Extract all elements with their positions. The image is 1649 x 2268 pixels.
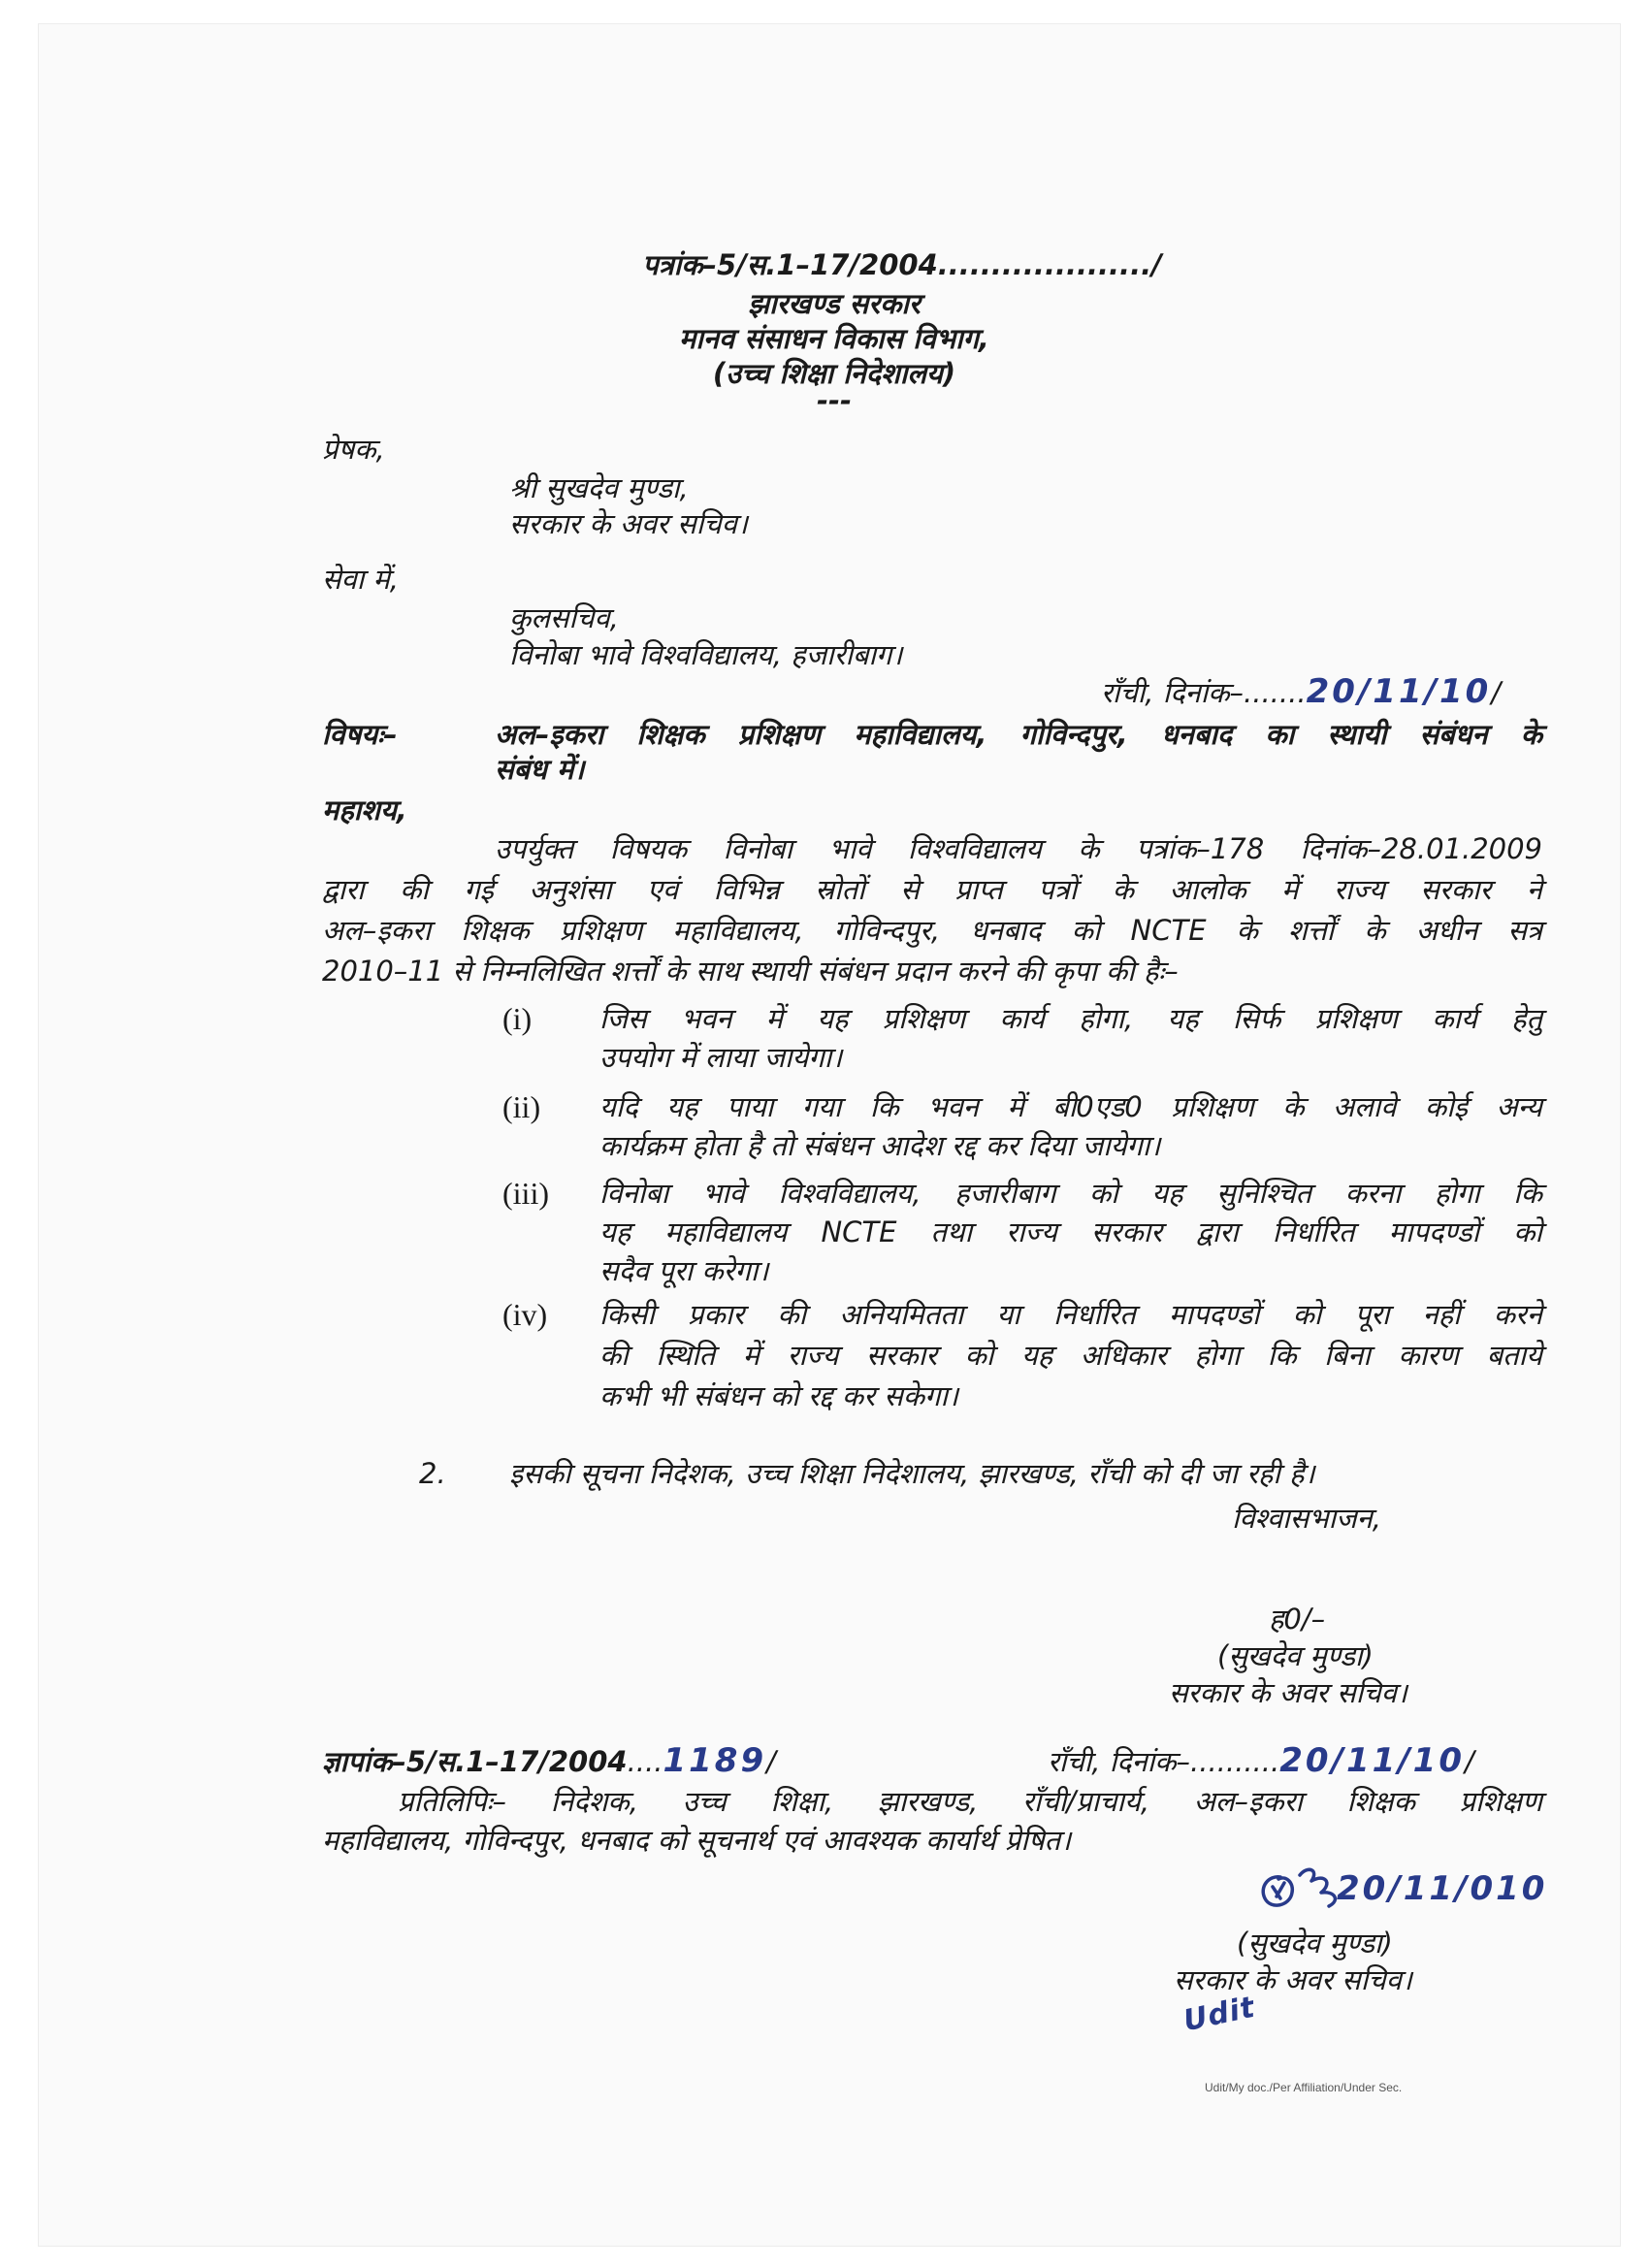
date-dots: .......	[1244, 676, 1307, 709]
handwritten-date-2: 20/11/010	[1337, 1869, 1548, 1908]
header-divider: ---	[816, 384, 853, 417]
recipient-label: सेवा में,	[322, 563, 400, 596]
memo-number	[322, 1741, 776, 1781]
condition-line: यदि यह पाया गया कि भवन में बी0एड0 प्रशिक्षण के अलावे कोई अन्य	[599, 1090, 1542, 1123]
memo-date-prefix: राँची, दिनांक–	[1048, 1745, 1191, 1778]
government-name: झारखण्ड सरकार	[748, 287, 921, 320]
memo-dots: ....	[627, 1745, 663, 1778]
condition-line: कभी भी संबंधन को रद्द कर सकेगा।	[599, 1379, 958, 1412]
condition-line: विनोबा भावे विश्वविद्यालय, हजारीबाग को यह सुनिश्चित करना होगा कि	[599, 1177, 1542, 1210]
memo-prefix: ज्ञापांक–5/स.1–17/2004	[322, 1745, 628, 1778]
sender-designation: सरकार के अवर सचिव।	[509, 507, 748, 540]
point-number: 2.	[419, 1457, 446, 1490]
date-suffix: /	[1491, 676, 1502, 709]
directorate-name: (उच्च शिक्षा निदेशालय)	[712, 357, 956, 390]
condition-line: यह महाविद्यालय NCTE तथा राज्य सरकार द्वारा निर्धारित मापदण्डों को	[599, 1215, 1542, 1248]
subject-label: विषयः–	[322, 718, 398, 751]
condition-line: की स्थिति में राज्य सरकार को यह अधिकार होगा कि बिना कारण बताये	[599, 1339, 1542, 1372]
condition-number: (iv)	[502, 1297, 548, 1332]
reference-number: पत्रांक–5/स.1–17/2004..................../	[642, 248, 1162, 281]
condition-number: (i)	[502, 1001, 533, 1036]
memo-date-suffix: /	[1465, 1745, 1474, 1778]
sender-name: श्री सुखदेव मुण्डा,	[509, 471, 689, 504]
file-path-footer: Udit/My doc./Per Affiliation/Under Sec.	[1205, 2081, 1403, 2094]
salutation: महाशय,	[322, 794, 407, 826]
handwritten-memo-date: 20/11/10	[1279, 1741, 1465, 1780]
signatory-name-2: (सुखदेव मुण्डा)	[1237, 1927, 1393, 1960]
subject-line-1: अल–इकरा शिक्षक प्रशिक्षण महाविद्यालय, गोविन्दपुर, धनबाद का स्थायी संबंधन के	[495, 718, 1542, 751]
recipient-title: कुलसचिव,	[509, 601, 619, 634]
date-prefix: राँची, दिनांक–	[1101, 676, 1245, 709]
body-line: अल–इकरा शिक्षक प्रशिक्षण महाविद्यालय, गोविन्दपुर, धनबाद को NCTE के शर्त्तों के अधीन सत्र	[322, 914, 1542, 947]
memo-date	[1048, 1741, 1474, 1781]
recipient-institution: विनोबा भावे विश्वविद्यालय, हजारीबाग।	[509, 638, 903, 671]
letter-page	[39, 24, 1620, 2246]
closing: विश्वासभाजन,	[1232, 1502, 1381, 1535]
condition-line: कार्यक्रम होता है तो संबंधन आदेश रद्द कर दिया जायेगा।	[599, 1129, 1161, 1162]
body-line: 2010–11 से निम्नलिखित शर्त्तों के साथ स्थायी संबंधन प्रदान करने की कृपा की हैः–	[322, 955, 1179, 988]
signatory-designation-2: सरकार के अवर सचिव।	[1174, 1963, 1412, 1996]
condition-number: (iii)	[502, 1176, 549, 1211]
point-text: इसकी सूचना निदेशक, उच्च शिक्षा निदेशालय, झारखण्ड, राँची को दी जा रही है।	[509, 1457, 1315, 1490]
sender-label: प्रेषक,	[322, 433, 385, 466]
handwritten-date: 20/11/10	[1306, 672, 1492, 711]
subject-line-2: संबंध में।	[495, 753, 585, 786]
copy-line: महाविद्यालय, गोविन्दपुर, धनबाद को सूचनार्थ एवं आवश्यक कार्यार्थ प्रेषित।	[322, 1824, 1072, 1857]
body-line: उपर्युक्त विषयक विनोबा भावे विश्वविद्यालय के पत्रांक–178 दिनांक–28.01.2009	[495, 832, 1542, 865]
memo-suffix: /	[766, 1745, 776, 1778]
handwritten-memo-number: 1189	[663, 1741, 767, 1780]
memo-date-dots: ..........	[1190, 1745, 1280, 1778]
signatory-name: (सुखदेव मुण्डा)	[1217, 1639, 1374, 1672]
condition-number: (ii)	[502, 1089, 541, 1124]
signatory-designation: सरकार के अवर सचिव।	[1169, 1676, 1407, 1709]
signed-mark: ह0/–	[1269, 1603, 1326, 1636]
condition-line: किसी प्रकार की अनियमितता या निर्धारित मापदण्डों को पूरा नहीं करने	[599, 1298, 1542, 1331]
handwritten-initials: Udit	[1180, 1990, 1259, 2039]
body-line: द्वारा की गई अनुशंसा एवं विभिन्न स्रोतों से प्राप्त पत्रों के आलोक में राज्य सरकार ने	[322, 873, 1542, 906]
department-name: मानव संसाधन विकास विभाग,	[679, 322, 989, 355]
condition-line: सदैव पूरा करेगा।	[599, 1254, 769, 1287]
condition-line: जिस भवन में यह प्रशिक्षण कार्य होगा, यह सिर्फ प्रशिक्षण कार्य हेतु	[599, 1002, 1542, 1035]
copy-line: प्रतिलिपिः– निदेशक, उच्च शिक्षा, झारखण्ड, राँची/प्राचार्य, अल–इकरा शिक्षक प्रशिक्षण	[398, 1785, 1542, 1818]
letter-date	[1101, 672, 1501, 712]
condition-line: उपयोग में लाया जायेगा।	[599, 1041, 843, 1074]
